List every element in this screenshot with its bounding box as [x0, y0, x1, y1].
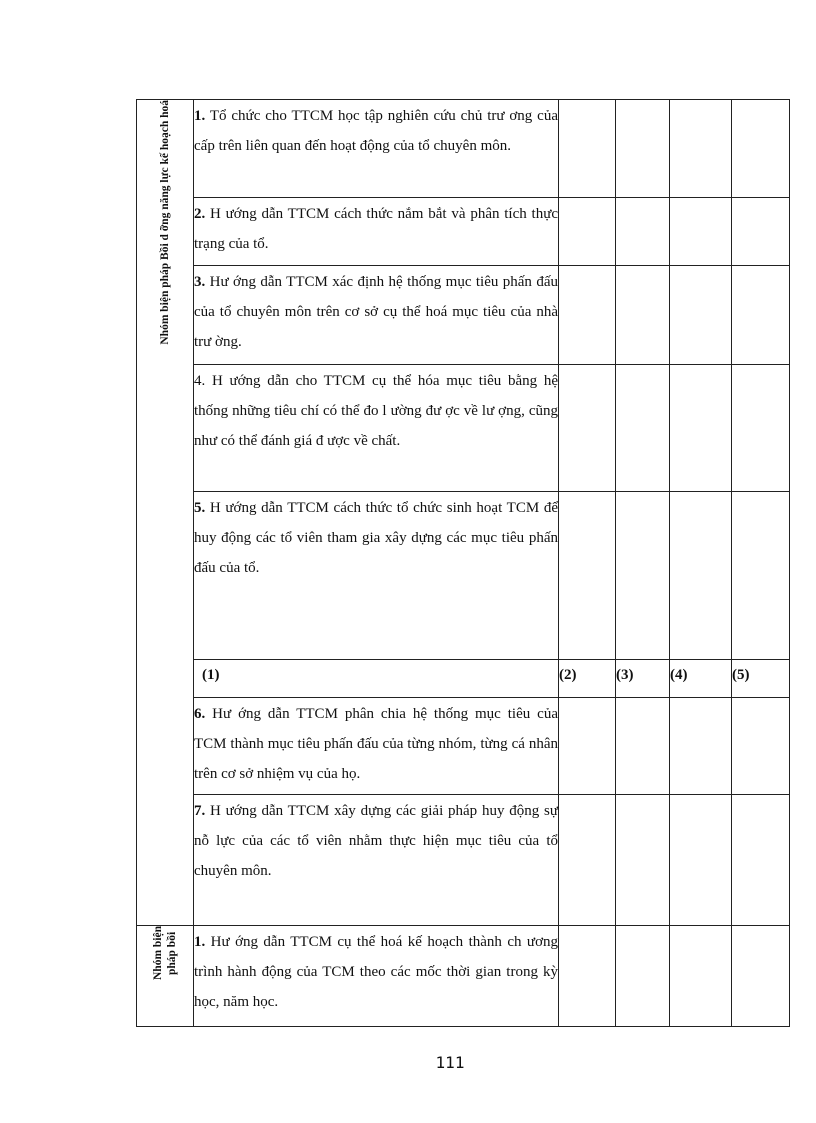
group-label-1: Nhóm biện pháp Bồi d ỡng năng lực kế hoạch hoá	[159, 100, 171, 345]
rating-cell	[559, 795, 616, 926]
rating-cell	[616, 365, 670, 492]
row-text: H ướng dẫn TTCM cách thức nắm bắt và phân tích thực trạng của tổ.	[194, 206, 558, 252]
rating-cell	[616, 492, 670, 660]
rating-cell	[732, 795, 790, 926]
rating-cell	[732, 492, 790, 660]
row-description	[194, 698, 559, 795]
row-number: 1.	[194, 934, 206, 950]
rating-cell	[559, 698, 616, 795]
rating-cell	[559, 926, 616, 1027]
column-number-1: (1)	[194, 660, 559, 698]
rating-cell	[670, 795, 732, 926]
rating-cell	[616, 198, 670, 266]
row-description	[194, 365, 559, 492]
rating-cell	[559, 266, 616, 365]
row-number: 7.	[194, 803, 206, 819]
rating-cell	[670, 926, 732, 1027]
table-row	[137, 795, 790, 926]
row-text: H ướng dẫn TTCM cách thức tổ chức sinh hoạt TCM để huy động các tổ viên tham gia xây dựng các mục tiêu phấn đấu của tổ.	[194, 500, 558, 576]
table-row	[137, 926, 790, 1027]
row-number: 1.	[194, 108, 206, 124]
rating-cell	[670, 198, 732, 266]
rating-cell	[559, 198, 616, 266]
row-number: 6.	[194, 706, 206, 722]
group-label-2-line2: pháp bồi	[166, 931, 178, 975]
row-description	[194, 795, 559, 926]
column-number-row	[137, 660, 790, 698]
page-number: 111	[435, 1053, 465, 1072]
rating-cell	[559, 100, 616, 198]
table-row	[137, 492, 790, 660]
row-text: Hư ớng dẫn TTCM phân chia hệ thống mục tiêu của TCM thành mục tiêu phấn đấu của từng nhóm, từng cá nhân trên cơ sở nhiệm vụ của họ.	[194, 706, 558, 782]
rating-cell	[616, 698, 670, 795]
row-description	[194, 266, 559, 365]
rating-cell	[732, 698, 790, 795]
row-number: 2.	[194, 206, 206, 222]
group-label-cell	[137, 100, 194, 926]
rating-cell	[670, 365, 732, 492]
rating-cell	[732, 100, 790, 198]
row-number: 5.	[194, 500, 206, 516]
row-text: 4. H ướng dẫn cho TTCM cụ thể hóa mục tiêu bằng hệ thống những tiêu chí có thể đo l ường đư ợc về lư ợng, cũng như có thể đánh giá đ ược về chất.	[194, 373, 558, 449]
rating-cell	[732, 365, 790, 492]
column-number-4: (4)	[670, 660, 732, 698]
row-text: Hư ớng dẫn TTCM cụ thể hoá kế hoạch thành ch ương trình hành động của TCM theo các mốc thời gian trong kỳ học, năm học.	[194, 934, 558, 1010]
rating-cell	[670, 698, 732, 795]
rating-cell	[559, 492, 616, 660]
column-number-5: (5)	[732, 660, 790, 698]
row-description	[194, 100, 559, 198]
table-row	[137, 198, 790, 266]
row-text: Tổ chức cho TTCM học tập nghiên cứu chủ trư ơng của cấp trên liên quan đến hoạt động của tổ chuyên môn.	[194, 108, 558, 154]
table-row	[137, 266, 790, 365]
table-row	[137, 365, 790, 492]
group-label-2	[151, 926, 179, 980]
rating-cell	[732, 266, 790, 365]
rating-cell	[732, 198, 790, 266]
rating-cell	[670, 100, 732, 198]
rating-cell	[670, 266, 732, 365]
row-number: 3.	[194, 274, 206, 290]
rating-cell	[616, 100, 670, 198]
rating-cell	[616, 795, 670, 926]
rating-cell	[670, 492, 732, 660]
rating-cell	[559, 365, 616, 492]
group-label-cell	[137, 926, 194, 1027]
evaluation-table	[136, 99, 790, 1027]
rating-cell	[616, 926, 670, 1027]
column-number-2: (2)	[559, 660, 616, 698]
rating-cell	[616, 266, 670, 365]
table-row	[137, 100, 790, 198]
column-number-3: (3)	[616, 660, 670, 698]
row-text: H ướng dẫn TTCM xây dựng các giải pháp huy động sự nỗ lực của các tổ viên nhằm thực hiện mục tiêu của tổ chuyên môn.	[194, 803, 558, 879]
rating-cell	[732, 926, 790, 1027]
table-row	[137, 698, 790, 795]
row-description	[194, 198, 559, 266]
row-text: Hư ớng dẫn TTCM xác định hệ thống mục tiêu phấn đấu của tổ chuyên môn trên cơ sở cụ thể hoá mục tiêu của nhà trư ờng.	[194, 274, 558, 350]
group-label-2-line1: Nhóm biện	[152, 926, 164, 980]
row-description	[194, 926, 559, 1027]
row-description	[194, 492, 559, 660]
